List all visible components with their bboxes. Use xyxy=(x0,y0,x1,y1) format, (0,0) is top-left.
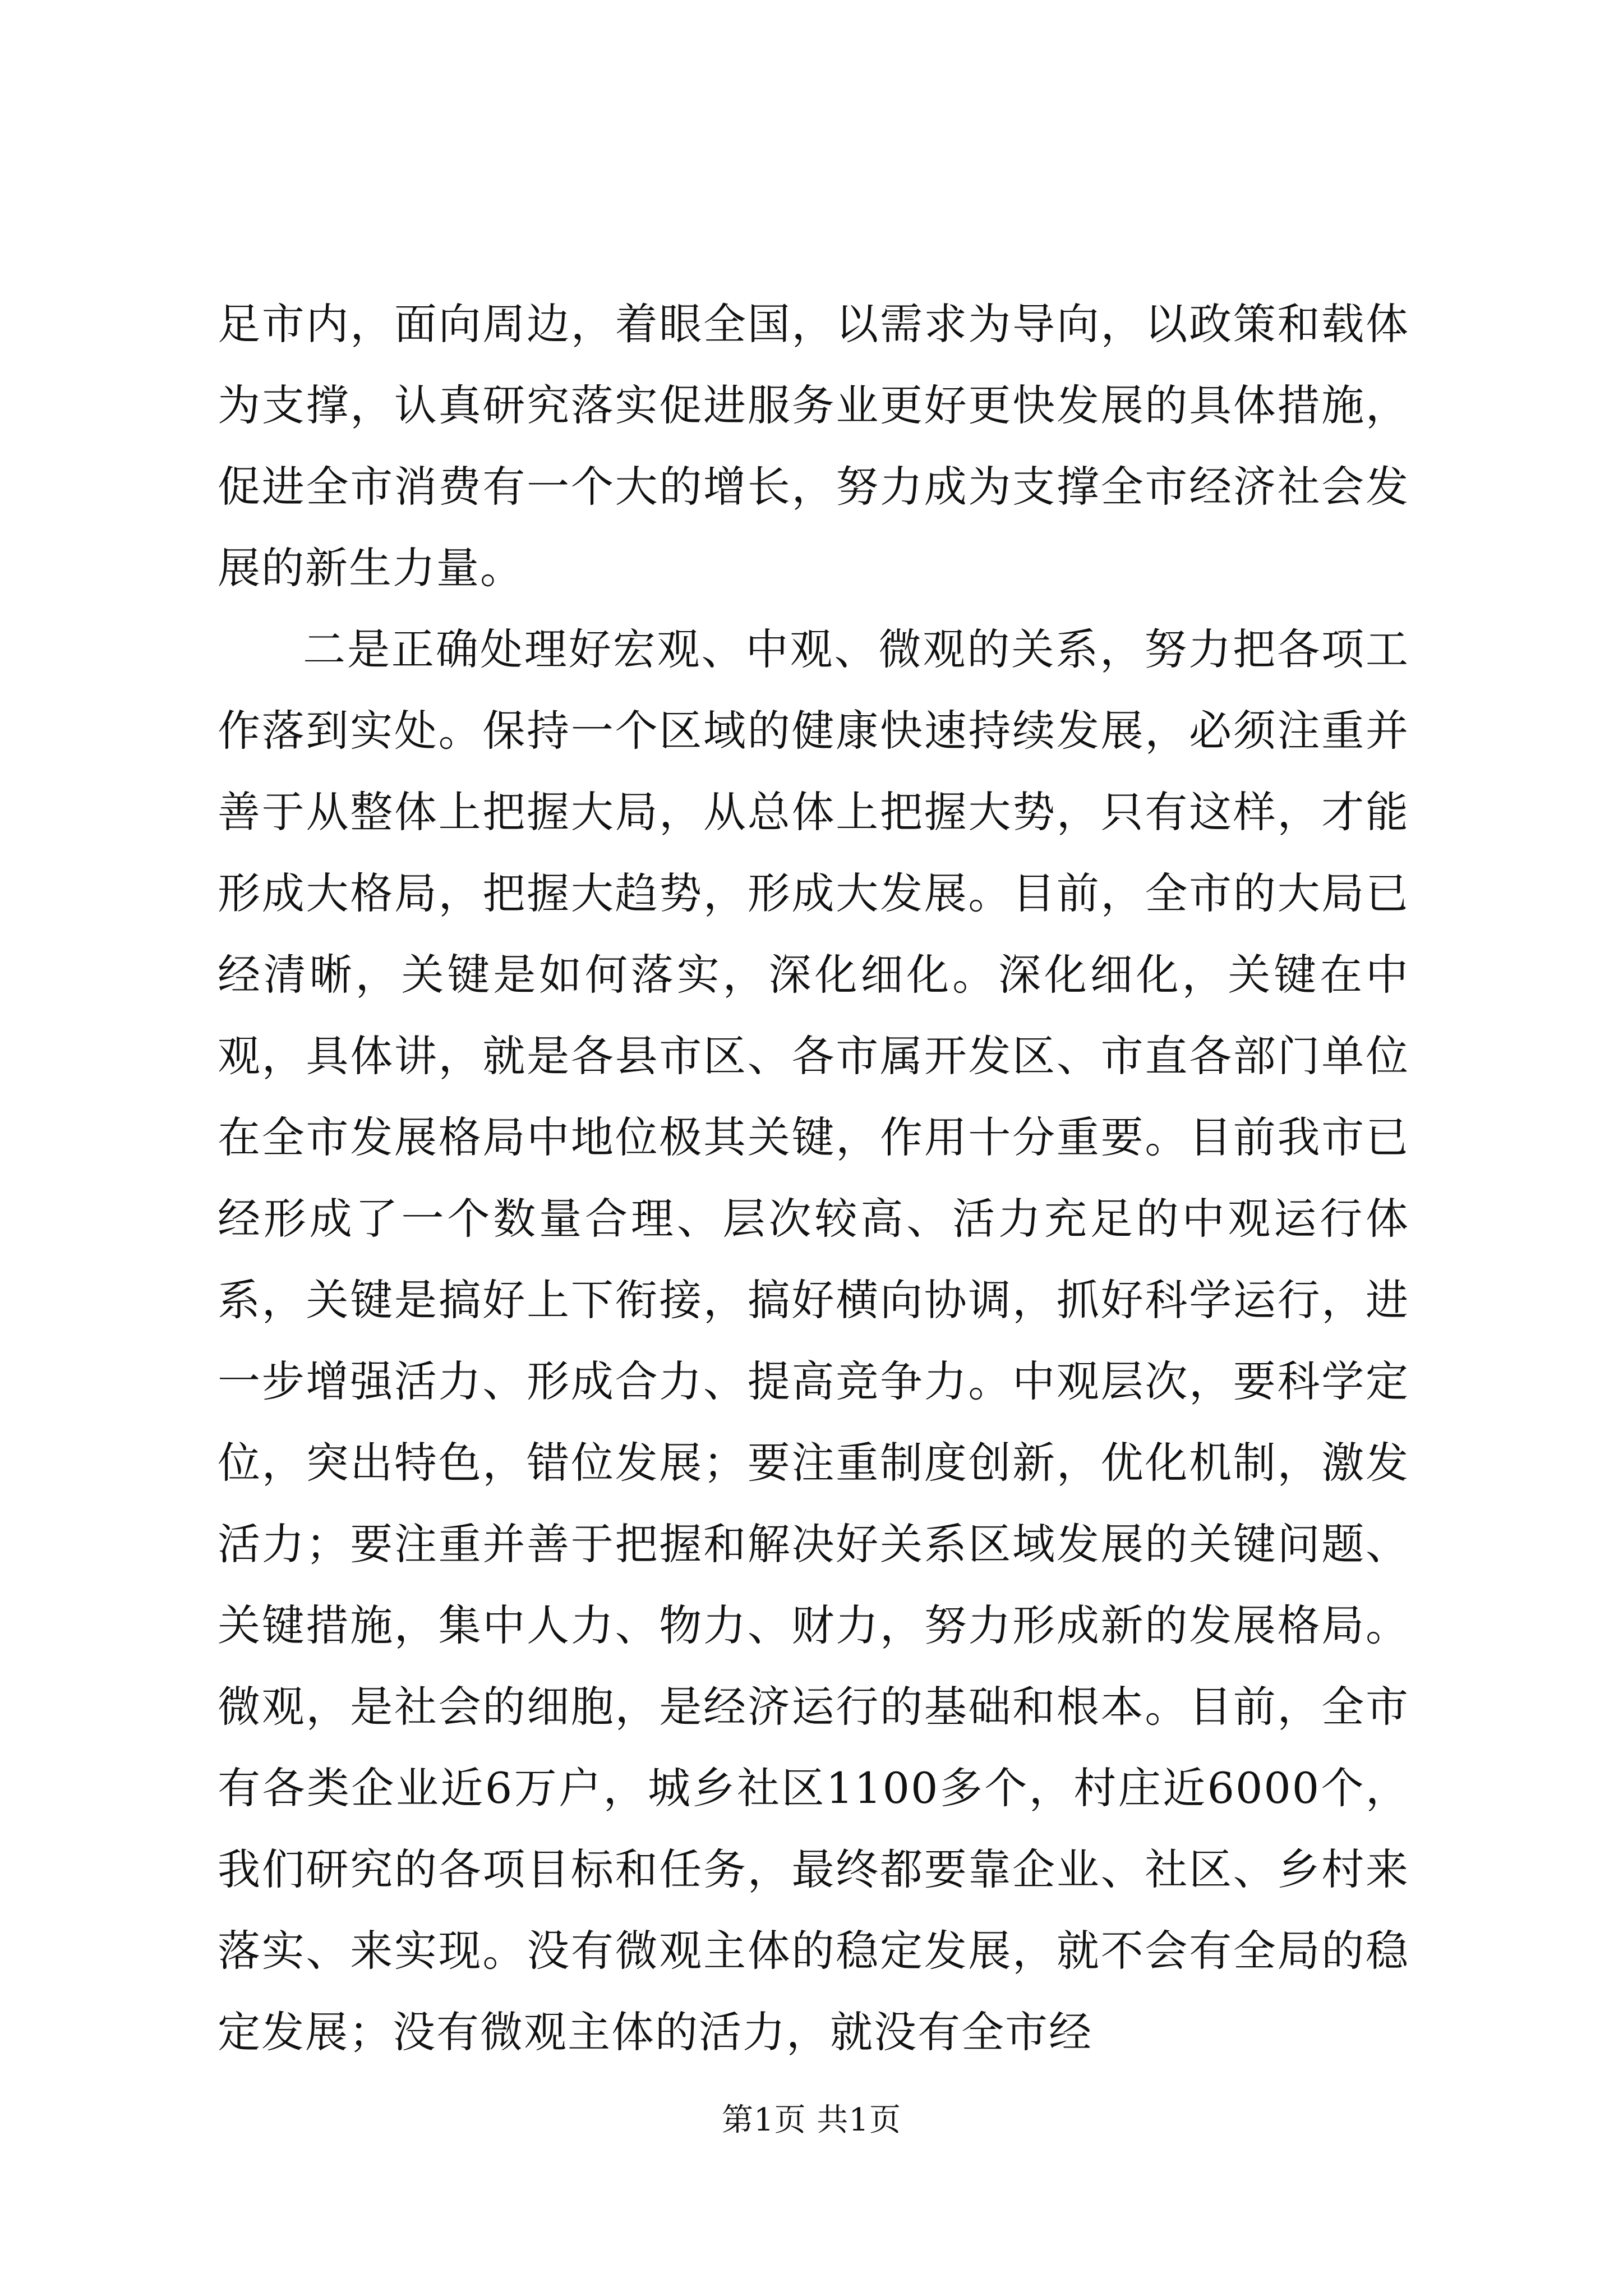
page-footer: 第1页 共1页 xyxy=(721,2102,902,2138)
paragraph-2: 二是正确处理好宏观、中观、微观的关系，努力把各项工作落到实处。保持一个区域的健康快速持续发展，必须注重并善于从整体上把握大局，从总体上把握大势，只有这样，才能形成大格局，把握大趋势，形成大发展。目前，全市的大局已经清晰，关键是如何落实，深化细化。深化细化，关键在中观，具体讲，就是各县市区、各市属开发区、市直各部门单位在全市发展格局中地位极其关键，作用十分重要。目前我市已经形成了一个数量合理、层次较高、活力充足的中观运行体系，关键是搞好上下衔接，搞好横向协调，抓好科学运行，进一步增强活力、形成合力、提高竞争力。中观层次，要科学定位，突出特色，错位发展；要注重制度创新，优化机制，激发活力；要注重并善于把握和解决好关系区域发展的关键问题、关键措施，集中人力、物力、财力，努力形成新的发展格局。微观，是社会的细胞，是经济运行的基础和根本。目前，全市有各类企业近6万户，城乡社区1100多个，村庄近6000个，我们研究的各项目标和任务，最终都要靠企业、社区、乡村来落实、来实现。没有微观主体的稳定发展，就不会有全局的稳定发展；没有微观主体的活力，就没有全市经 xyxy=(218,624,1409,2057)
paragraph-1: 足市内，面向周边，着眼全国，以需求为导向，以政策和载体为支撑，认真研究落实促进服务业更好更快发展的具体措施，促进全市消费有一个大的增长，努力成为支撑全市经济社会发展的新生力量。 xyxy=(218,299,1409,593)
document-body xyxy=(218,283,1409,2073)
